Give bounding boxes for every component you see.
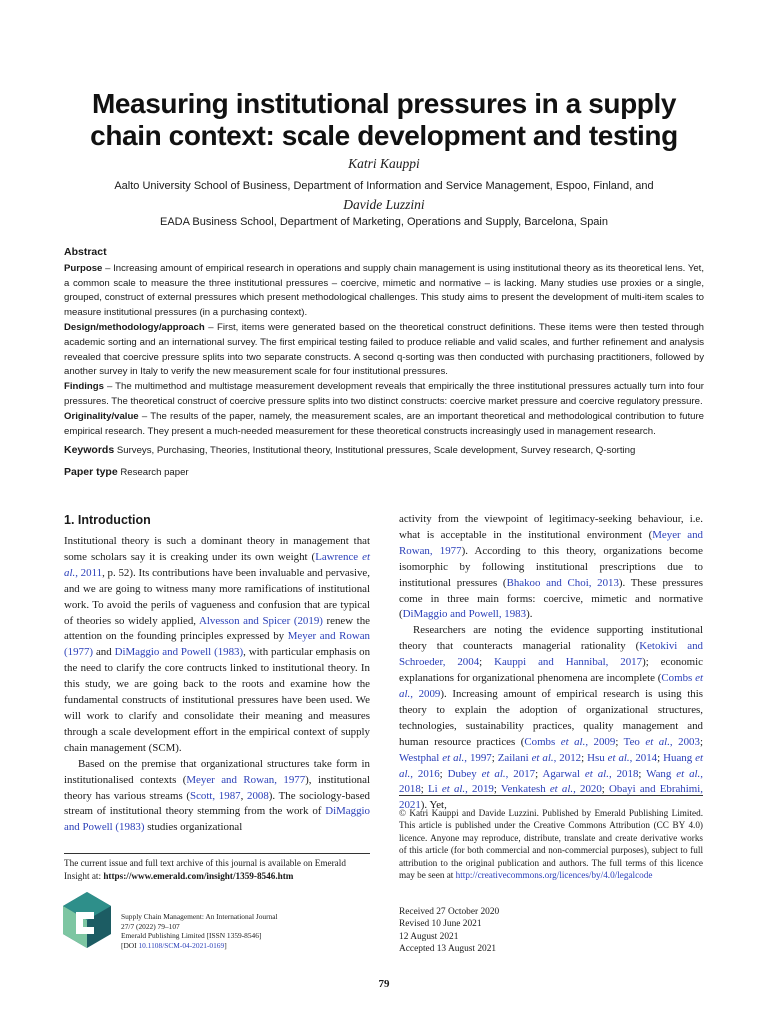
citation-text: Westphal xyxy=(399,751,443,764)
paper-title xyxy=(40,88,728,152)
citation-text: Dubey xyxy=(447,767,482,780)
body-column-left xyxy=(64,534,370,836)
citation-text: Agarwal xyxy=(542,767,585,780)
citation-text: , 2018 xyxy=(399,767,704,796)
author-name: Davide Luzzini xyxy=(343,197,425,212)
citation-link[interactable] xyxy=(542,768,638,780)
citation-link[interactable]: Kauppi and Hannibal, 2017 xyxy=(494,656,643,669)
citation-link[interactable]: Bhakoo and Choi, 2013 xyxy=(506,576,619,589)
body-text: and xyxy=(93,646,115,659)
abstract-design xyxy=(64,321,704,380)
body-text: ). The sociology-based stream of institutional theory stemming from the work of xyxy=(64,789,370,818)
abstract-purpose xyxy=(64,262,704,321)
citation-text: et al. xyxy=(584,767,609,780)
body-text: ; xyxy=(601,783,610,796)
citation-link[interactable]: DiMaggio and Powell (1983) xyxy=(114,646,244,659)
abstract-heading: Abstract xyxy=(64,246,107,258)
date-received: Received 27 October 2020 xyxy=(399,907,500,917)
body-text: ; xyxy=(493,783,501,796)
citation-text: Combs xyxy=(524,735,561,748)
page-number: 79 xyxy=(378,978,390,990)
body-text: ), institutional theory has various streams ( xyxy=(64,773,370,802)
body-text: ). According to this theory, organizations become isomorphic by following institutional prescriptions due to institutional pressures ( xyxy=(399,544,703,589)
body-text: ; xyxy=(657,751,664,764)
section-label: Design/methodology/approach xyxy=(64,321,205,333)
citation-text: , 1997 xyxy=(464,751,492,764)
section-label: Purpose xyxy=(64,262,103,274)
journal-volume: 27/7 (2022) 79–107 xyxy=(121,921,180,931)
citation-link[interactable] xyxy=(428,783,494,795)
body-text: ; xyxy=(581,751,588,764)
citation-text: et al. xyxy=(399,672,703,700)
body-text: ). These pressures come in three main forms: coercive, mimetic and normative ( xyxy=(399,576,703,621)
section-label: Findings xyxy=(64,381,104,393)
citation-text: , 2009 xyxy=(585,735,616,748)
citation-text: , 2009 xyxy=(410,687,441,700)
body-text: ). Increasing amount of empirical research is using this theory to explain the adoption of organizational structures, technologies, sustainability practices, quality management and human resource practices ( xyxy=(399,687,703,748)
author-affiliation: EADA Business School, Department of Marketing, Operations and Supply, Barcelona, Spain xyxy=(160,216,608,228)
journal-publisher: Emerald Publishing Limited [ISSN 1359-8546] xyxy=(121,931,262,941)
journal-url-link[interactable]: https://www.emerald.com/insight/1359-8546.htm xyxy=(103,870,294,881)
doi-suffix: ] xyxy=(224,940,227,950)
section-text: – First, items were generated based on the theoretical construct definitions. These items were then tested through academic sorting and an international survey. The first empirical testing failed to produce reliable and valid scales, and further refinement and analysis revealed that coercive pressure splits into two separate constructs. A second q-sorting was then conducted with purchasing practitioners, followed by another survey in Italy to verify the new measurement scale for four institutional pressures. xyxy=(64,321,704,378)
citation-text: Hsu xyxy=(587,751,608,764)
license-link[interactable]: http://creativecommons.org/licences/by/4.0/legalcode xyxy=(455,870,653,881)
citation-link[interactable]: Obayi and Ebrahimi, 2021 xyxy=(399,783,703,812)
body-text: Based on the premise that organizational structures take form in institutionalised contexts ( xyxy=(64,757,370,786)
citation-link[interactable]: Meyer and Rowan, 1977 xyxy=(399,528,704,557)
citation-text: , 2017 xyxy=(505,767,536,780)
citation-text: Zailani xyxy=(497,751,532,764)
citation-text: et al. xyxy=(607,751,630,764)
citation-link[interactable] xyxy=(399,752,492,764)
author-name: Katri Kauppi xyxy=(348,156,420,171)
abstract xyxy=(64,245,704,439)
citation-link[interactable]: Scott, 1987 xyxy=(190,789,241,802)
section-label: Originality/value xyxy=(64,410,139,422)
emerald-publishing-logo-icon xyxy=(62,891,112,949)
paragraph xyxy=(399,623,703,814)
citation-text: et al. xyxy=(442,751,465,764)
citation-text: Lawrence xyxy=(315,550,363,563)
date-accepted: Accepted 13 August 2021 xyxy=(399,944,497,955)
title-line-1: Measuring institutional pressures in a supply xyxy=(91,88,677,119)
keywords-label: Keywords xyxy=(64,444,115,456)
citation-text: et al. xyxy=(441,783,466,796)
citation-text: Huang xyxy=(663,751,696,764)
citation-link[interactable]: Ketokivi and Schroeder, 2004 xyxy=(399,640,703,669)
date-revised: Revised 10 June 2021 xyxy=(399,919,482,930)
body-text: , with particular emphasis on the need to clarify the core contructs linked to institutional theory. In this study, we are going back to the roots and examine how the fundamental constructs of institutional pressures have been used. We will work to clarify and consolidate their meaning and measures through a scale development effort in the empirical context of supply chain management (SCM). xyxy=(64,646,371,754)
body-text: Institutional theory is such a dominant theory in management that some scholars say it is creaking under its own weight ( xyxy=(64,535,370,563)
citation-text: , 2011 xyxy=(75,566,103,579)
citation-link[interactable]: DiMaggio and Powell, 1983 xyxy=(402,608,527,621)
body-column-right xyxy=(399,512,703,814)
citation-link[interactable]: Meyer and Rowan (1977) xyxy=(64,630,370,659)
body-text: ; xyxy=(615,735,624,748)
citation-text: et al. xyxy=(560,735,586,748)
citation-text: et al. xyxy=(676,767,701,780)
body-text: ; xyxy=(439,767,448,780)
citation-text: et al. xyxy=(399,751,704,780)
body-text: ). xyxy=(526,608,533,621)
body-text: , xyxy=(240,789,247,802)
paragraph xyxy=(399,512,703,623)
paper-type-text: Research paper xyxy=(117,467,189,478)
citation-link[interactable]: Alvesson and Spicer (2019) xyxy=(199,614,323,627)
citation-text: et al. xyxy=(481,767,506,780)
keywords xyxy=(64,444,704,456)
paragraph xyxy=(64,757,370,837)
citation-link[interactable]: Meyer and Rowan, 1977 xyxy=(186,773,306,786)
body-text: Researchers are noting the evidence supporting institutional theory that counteracts managerial rationality ( xyxy=(399,624,703,653)
abstract-findings xyxy=(64,380,704,410)
citation-text: , 2018 xyxy=(608,767,639,780)
body-text: ). Yet, xyxy=(420,799,447,812)
title-line-2: chain context: scale development and testing xyxy=(90,120,678,151)
citation-link[interactable] xyxy=(501,783,602,795)
author-affiliation: Aalto University School of Business, Department of Information and Service Management, Espoo, Finland, and xyxy=(114,180,654,192)
section-text: – The multimethod and multistage measurement development reveals that empirically the three institutional pressures actually turn into four pressures. The theoretical construct of coercive pressure splits into two distinct constructs: coercive market pressure and coercive regulatory pressure. xyxy=(64,381,704,407)
journal-title: Supply Chain Management: An International Journal xyxy=(121,912,278,921)
citation-text: , 2019 xyxy=(465,783,494,796)
footnote-text: The current issue and full text archive of this journal is available on Emerald Insight at: xyxy=(64,858,346,881)
body-text: ; xyxy=(535,767,543,780)
keywords-text: Surveys, Purchasing, Theories, Institutional theory, Institutional pressures, Scale development, Survey research, Q-sorting xyxy=(114,445,636,456)
citation-link[interactable] xyxy=(624,736,700,748)
body-text: renew the attention on the founding principles expressed by xyxy=(64,614,370,643)
citation-text: Teo xyxy=(623,735,646,748)
citation-text: et al. xyxy=(531,751,554,764)
license-text: © Katri Kauppi and Davide Luzzini. Published by Emerald Publishing Limited. This article is published under the Creative Commons Attribution (CC BY 4.0) licence. Anyone may reproduce, distribute, translate and create derivative works of this article (for both commercial and non-commercial purposes), subject to full attribution to the original publication and authors. The full terms of this licence may be seen at xyxy=(399,808,703,881)
body-text: ; xyxy=(699,735,703,748)
citation-link[interactable] xyxy=(524,736,615,748)
body-text: , p. 52). Its contributions have been invaluable and pervasive, and we are going to witness many more ramifications of institutional work. To avoid the perils of vagueness and confusion that are typical of theories so widely applied, xyxy=(64,566,370,627)
doi-prefix: [DOI xyxy=(121,940,139,950)
body-text: ; xyxy=(479,656,495,669)
citation-text: et al. xyxy=(64,550,370,579)
citation-text: et al. xyxy=(645,735,670,748)
section-heading-introduction: 1. Introduction xyxy=(64,513,151,527)
citation-text: Li xyxy=(428,783,442,796)
citation-link[interactable] xyxy=(498,752,581,764)
section-text: – Increasing amount of empirical research in operations and supply chain management is using institutional theory as its theoretical lens. Yet, a common scale to measure the three institutional pressures – coercive, mimetic and normative – is lacking. Many studies use proxies or a single, grouped, construct of external pressures which present methodological challenges. This study aims to present the development of multi-item scales to measure institutional pressures (in a purchasing context). xyxy=(64,262,704,319)
paper-type xyxy=(64,466,704,478)
doi-link[interactable]: 10.1108/SCM-04-2021-0169 xyxy=(138,940,225,950)
journal-citation-info xyxy=(121,912,278,950)
section-text: – The results of the paper, namely, the measurement scales, are an important theoretical and methodological contribution to future empirical research. They present a much-needed measurement for these theoretical constructs increasingly used in management research. xyxy=(64,410,704,437)
citation-text: Wang xyxy=(646,767,677,780)
citation-text: , 2012 xyxy=(553,751,582,764)
citation-text: Combs xyxy=(661,672,696,685)
body-text: ; xyxy=(491,751,498,764)
paper-type-label: Paper type xyxy=(64,466,118,478)
citation-link[interactable]: DiMaggio and Powell (1983) xyxy=(64,805,370,834)
citation-text: , 2016 xyxy=(410,767,440,780)
body-text: activity from the viewpoint of legitimacy-seeking behaviour, i.e. what is acceptable in the institutional environment ( xyxy=(399,513,703,541)
citation-link[interactable]: 2008 xyxy=(247,789,269,802)
citation-link[interactable] xyxy=(587,752,657,764)
date-revised: 12 August 2021 xyxy=(399,931,459,942)
paragraph xyxy=(64,534,370,757)
citation-link[interactable] xyxy=(448,768,535,780)
license-notice xyxy=(399,807,703,881)
footnote-divider xyxy=(64,853,370,854)
article-history xyxy=(399,906,499,956)
citation-text: , 2020 xyxy=(573,783,602,796)
citation-text: Venkatesh xyxy=(500,783,550,796)
citation-text: et al. xyxy=(549,783,574,796)
body-text: ); economic explanations for organizational phenomena are incomplete ( xyxy=(399,656,703,685)
citation-text: , 2014 xyxy=(629,751,658,764)
body-text: ; xyxy=(638,767,647,780)
license-divider xyxy=(399,795,703,796)
journal-doi xyxy=(121,941,278,951)
citation-text: , 2003 xyxy=(669,735,700,748)
body-text: studies organizational xyxy=(144,821,243,834)
abstract-originality xyxy=(64,410,704,440)
journal-availability-note xyxy=(64,857,370,882)
body-text: ; xyxy=(420,783,429,796)
